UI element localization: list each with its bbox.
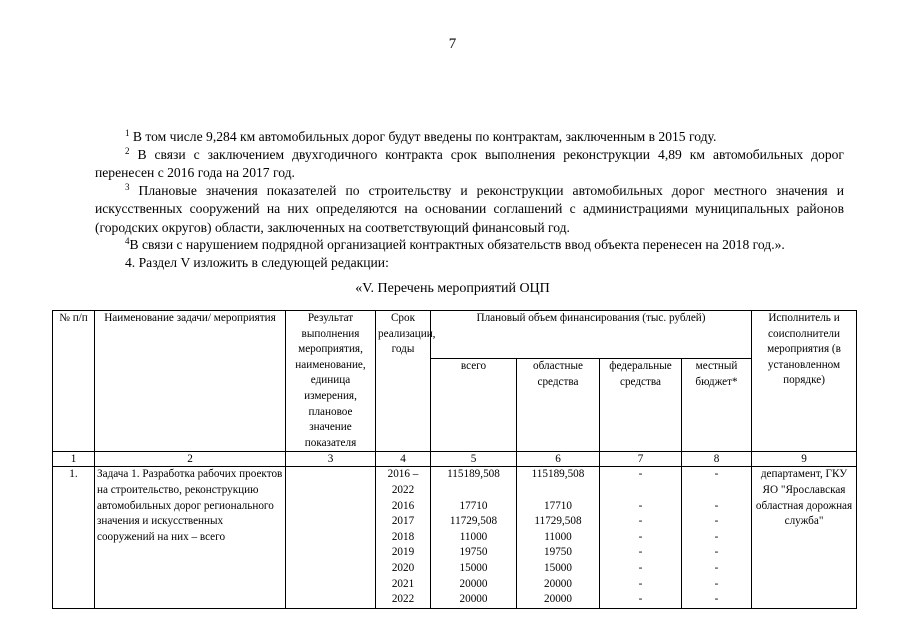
local-cell: -: [714, 515, 719, 528]
local-cell: -: [714, 499, 719, 512]
footnote-2: [95, 146, 844, 183]
regional-cell: 15000: [544, 561, 572, 574]
federal-cell: -: [638, 577, 643, 590]
column-number: 8: [682, 452, 752, 467]
year-cell: 2021: [391, 577, 415, 590]
federal-cell: -: [638, 561, 643, 574]
column-number: 7: [600, 452, 682, 467]
year-cell: 2016 – 2022: [387, 468, 419, 496]
header-regional: областные средства: [517, 359, 600, 452]
footnote-mark: 1: [125, 128, 130, 138]
federal-cell: -: [638, 593, 643, 606]
total-cell: 19750: [459, 546, 488, 559]
total-cell: 20000: [459, 577, 488, 590]
column-number-row: [53, 452, 857, 467]
row-num: 1.: [53, 467, 95, 608]
header-term: Срок реализации, годы: [376, 311, 431, 452]
column-number: 6: [517, 452, 600, 467]
total-cell: 11000: [459, 530, 488, 543]
regional-cell: 20000: [544, 593, 572, 606]
federal-cell: -: [638, 499, 643, 512]
footnote-4: [95, 236, 844, 254]
federal-cell: -: [638, 468, 643, 481]
local-cell: -: [714, 577, 719, 590]
regional-cell: 11729,508: [534, 515, 582, 528]
row-total: [431, 467, 517, 608]
header-financing: Плановый объем финансирования (тыс. рублей): [431, 311, 752, 359]
row-name: Задача 1. Разработка рабочих проектов на строительство, реконструкцию автомобильных дорог регионального значения и искусственных сооружений на них – всего: [95, 467, 286, 608]
header-name: Наименование задачи/ мероприятия: [95, 311, 286, 452]
column-number: 4: [376, 452, 431, 467]
federal-cell: -: [638, 546, 643, 559]
total-cell: 115189,508: [447, 468, 500, 481]
total-cell: 20000: [459, 593, 488, 606]
local-cell: -: [714, 546, 719, 559]
column-number: 3: [286, 452, 376, 467]
local-cell: -: [714, 593, 719, 606]
local-cell: -: [714, 561, 719, 574]
footnote-mark: 3: [125, 182, 130, 192]
row-years: [376, 467, 431, 608]
footnote-3: [95, 182, 844, 237]
footnote-mark: 4: [125, 236, 130, 246]
column-number: 5: [431, 452, 517, 467]
header-row: [53, 311, 857, 359]
footnote-text: Плановые значения показателей по строительству и реконструкции автомобильных дорог местного значения и искусственных сооружений на них определяются на основании соглашений с администрациями муниципальных районов (городских округов) области, заключенных на соответствующий финансовый год.: [95, 183, 844, 235]
year-cell: 2019: [391, 546, 415, 559]
header-federal: федеральные средства: [600, 359, 682, 452]
row-executor: департамент, ГКУ ЯО "Ярославская областная дорожная служба": [752, 467, 857, 608]
row-result: [286, 467, 376, 608]
footnote-text: В том числе 9,284 км автомобильных дорог будут введены по контрактам, заключенным в 2015 году.: [129, 129, 717, 144]
header-result: Результат выполнения мероприятия, наименование, единица измерения, плановое значение показателя: [286, 311, 376, 452]
section-title: «V. Перечень мероприятий ОЦП: [355, 281, 550, 296]
header-local: местный бюджет*: [682, 359, 752, 452]
local-cell: -: [714, 530, 719, 543]
row-regional: [517, 467, 600, 608]
page-number: 7: [448, 36, 457, 52]
footnote-text: В связи с заключением двухгодичного контракта срок выполнения реконструкции 4,89 км автомобильных дорог перенесен с 2016 года на 2017 год.: [95, 147, 844, 181]
year-cell: 2017: [391, 515, 415, 528]
regional-cell: 115189,508: [531, 468, 585, 481]
header-num: № п/п: [53, 311, 95, 452]
total-cell: 17710: [459, 499, 488, 512]
federal-cell: -: [638, 530, 643, 543]
regional-cell: 11000: [544, 530, 572, 543]
column-number: 9: [752, 452, 857, 467]
footnote-mark: 2: [125, 146, 130, 156]
row-local: [682, 467, 752, 608]
regional-cell: 19750: [544, 546, 572, 559]
total-cell: 11729,508: [449, 515, 498, 528]
footnote-text: В связи с нарушением подрядной организацией контрактных обязательств ввод объекта перенесен на 2018 год.».: [129, 237, 785, 252]
year-cell: 2022: [391, 593, 415, 606]
amendment-instruction: 4. Раздел V изложить в следующей редакции:: [125, 255, 389, 270]
row-federal: [600, 467, 682, 608]
year-cell: 2020: [391, 561, 415, 574]
regional-cell: 17710: [544, 499, 572, 512]
table-row: [53, 467, 857, 608]
footnote-1: [95, 128, 844, 146]
regional-cell: 20000: [544, 577, 572, 590]
header-executor: Исполнитель и соисполнители мероприятия (в установленном порядке): [752, 311, 857, 452]
year-cell: 2018: [391, 530, 415, 543]
total-cell: 15000: [459, 561, 488, 574]
measures-table: [52, 310, 857, 609]
local-cell: -: [714, 468, 719, 481]
header-total: всего: [431, 359, 517, 452]
column-number: 1: [53, 452, 95, 467]
federal-cell: -: [638, 515, 643, 528]
year-cell: 2016: [391, 499, 415, 512]
column-number: 2: [95, 452, 286, 467]
